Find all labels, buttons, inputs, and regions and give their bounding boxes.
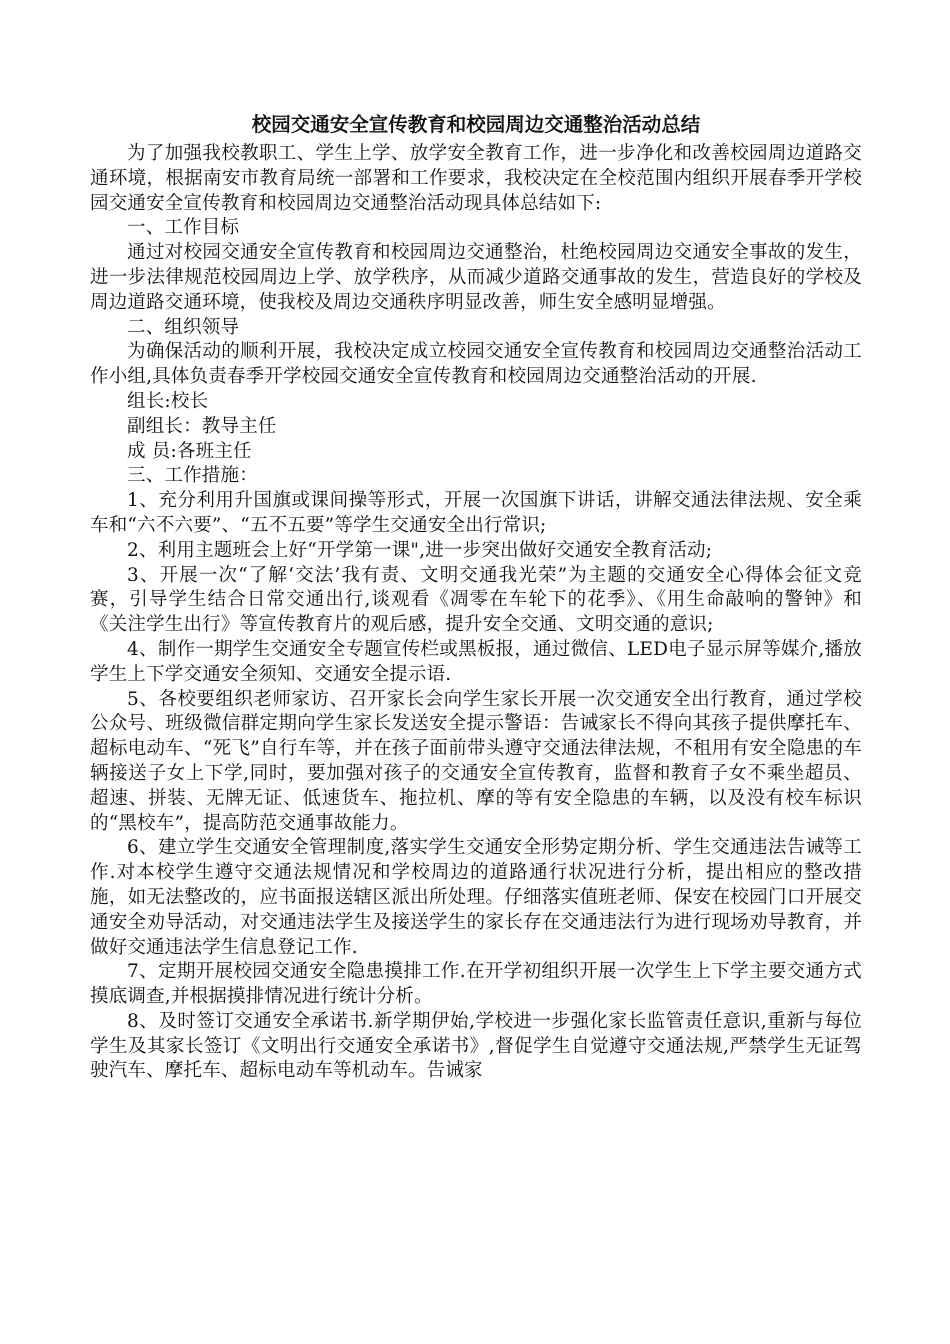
paragraph: 8、及时签订交通安全承诺书.新学期伊始,学校进一步强化家长监管责任意识,重新与每位学生及其家长签订《文明出行交通安全承诺书》,督促学生自觉遵守交通法规,严禁学生无证驾驶汽车、摩托车、超标电动车等机动车。告诫家: [90, 1010, 862, 1082]
paragraph: 为确保活动的顺利开展，我校决定成立校园交通安全宣传教育和校园周边交通整治活动工作小组,具体负责春季开学校园交通安全宣传教育和校园周边交通整治活动的开展.: [90, 341, 862, 388]
paragraph: 为了加强我校教职工、学生上学、放学安全教育工作，进一步净化和改善校园周边道路交通环境，根据南安市教育局统一部署和工作要求，我校决定在全校范围内组织开展春季开学校园交通安全宣传教育和校园周边交通整治活动现具体总结如下:: [90, 143, 862, 214]
paragraph: 5、各校要组织老师家访、召开家长会向学生家长开展一次交通安全出行教育，通过学校公众号、班级微信群定期向学生家长发送安全提示警语：告诫家长不得向其孩子提供摩托车、超标电动车、“死飞”自行车等，并在孩子面前带头遵守交通法律法规，不租用有安全隐患的车辆接送子女上下学,同时，要加强对孩子的交通安全宣传教育，监督和教育子女不乘坐超员、超速、拼装、无牌无证、低速货车、拖拉机、摩的等有安全隐患的车辆，以及没有校车标识的“黑校车”，提高防范交通事故能力。: [90, 688, 862, 834]
paragraph: 3、开展一次“了解‘交法’我有责、文明交通我光荣”为主题的交通安全心得体会征文竞赛，引导学生结合日常交通出行,谈观看《凋零在车轮下的花季》、《用生命敲响的警钟》和《关注学生出行》等宣传教育片的观后感，提升安全交通、文明交通的意识;: [90, 564, 862, 636]
document-page: [90, 112, 862, 1084]
paragraph: 三、工作措施：: [127, 465, 258, 487]
document-title: 校园交通安全宣传教育和校园周边交通整治活动总结: [251, 113, 701, 136]
paragraph: 通过对校园交通安全宣传教育和校园周边交通整治，杜绝校园周边交通安全事故的发生，进一步法律规范校园周边上学、放学秩序，从而减少道路交通事故的发生，营造良好的学校及周边道路交通环境，使我校及周边交通秩序明显改善，师生安全感明显增强。: [90, 242, 862, 313]
paragraph: 6、建立学生交通安全管理制度,落实学生交通安全形势定期分析、学生交通违法告诫等工作.对本校学生遵守交通法规情况和学校周边的道路通行状况进行分析，提出相应的整改措施，如无法整改的，应书面报送辖区派出所处理。仔细落实值班老师、保安在校园门口开展交通安全劝导活动，对交通违法学生及接送学生的家长存在交通违法行为进行现场劝导教育，并做好交通违法学生信息登记工作.: [90, 837, 862, 958]
paragraph: 4、制作一期学生交通安全专题宣传栏或黑板报，通过微信、LED电子显示屏等媒介,播放学生上下学交通安全须知、交通安全提示语.: [90, 638, 862, 685]
paragraph: 成 员:各班主任: [127, 440, 252, 462]
paragraph: 2、利用主题班会上好“开学第一课",进一步突出做好交通安全教育活动;: [127, 539, 713, 561]
paragraph: 1、充分利用升国旗或课间操等形式，开展一次国旗下讲话，讲解交通法律法规、安全乘车和“六不六要”、“五不五要”等学生交通安全出行常识;: [90, 490, 862, 536]
document-body: [90, 142, 862, 1084]
paragraph: 组长:校长: [127, 390, 209, 412]
paragraph: 一、工作目标: [127, 217, 240, 239]
paragraph: 7、定期开展校园交通安全隐患摸排工作.在开学初组织开展一次学生上下学主要交通方式摸底调查,并根据摸排情况进行统计分析。: [90, 961, 862, 1008]
paragraph: 副组长：教导主任: [127, 415, 277, 437]
paragraph: 二、组织领导: [127, 316, 240, 338]
